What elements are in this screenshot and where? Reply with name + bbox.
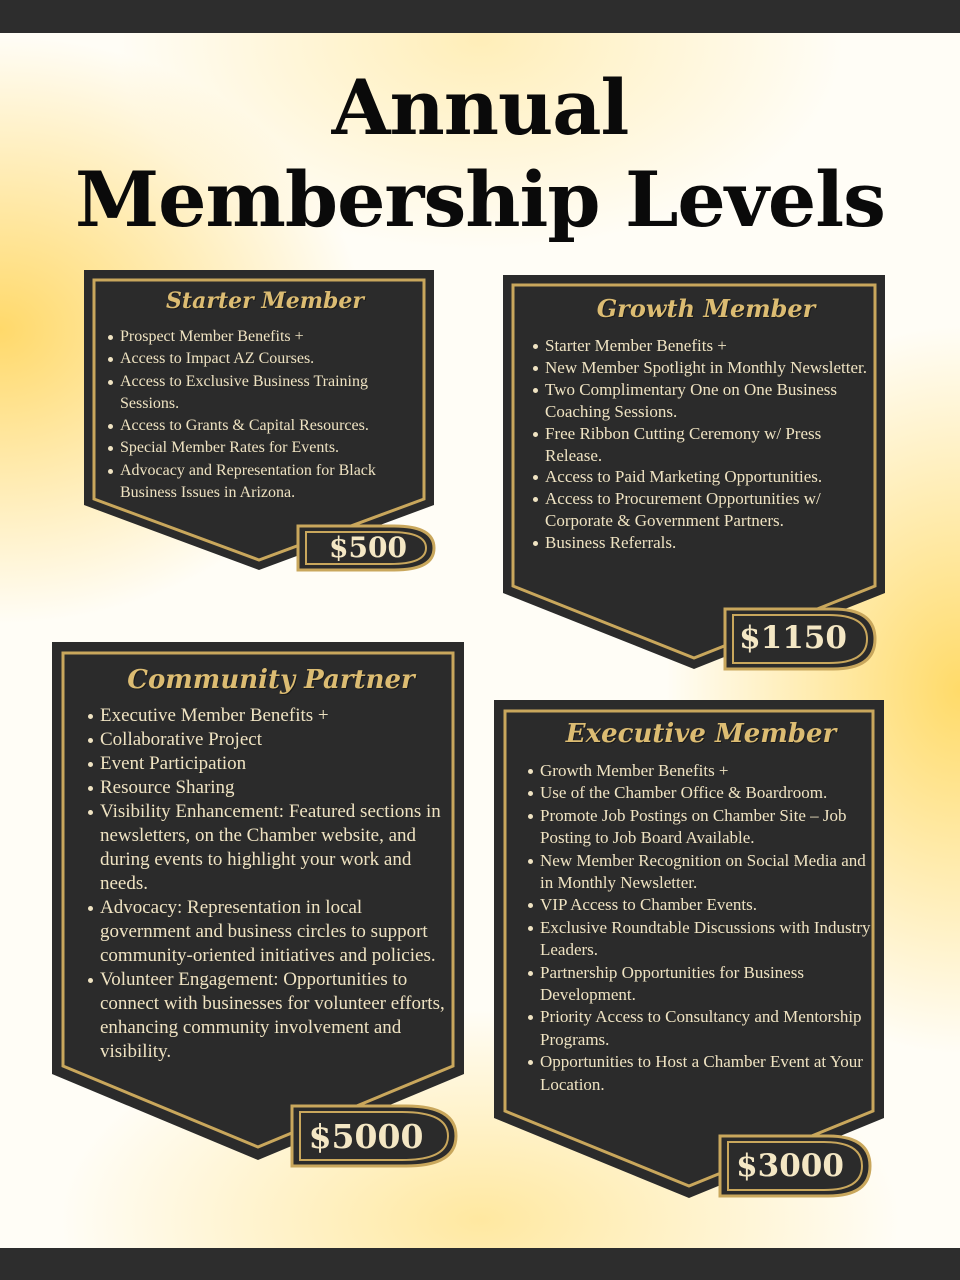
executive-price-tag: $3000 <box>736 1148 844 1184</box>
executive-benefits-list <box>526 760 876 1096</box>
community-price-tag: $5000 <box>308 1117 424 1156</box>
community-card-heading: Community Partner <box>127 665 415 695</box>
page-title-line-2: Membership Levels <box>75 155 885 244</box>
executive-card-heading: Executive Member <box>565 719 837 749</box>
benefit-item: New Member Spotlight in Monthly Newsletter. <box>531 357 881 379</box>
starter-benefits-list <box>106 326 424 504</box>
benefit-item: Exclusive Roundtable Discussions with Industry Leaders. <box>526 917 876 962</box>
benefit-item: Collaborative Project <box>86 728 456 752</box>
starter-member-card <box>84 270 434 582</box>
community-benefits-list <box>86 704 456 1064</box>
benefit-item: Access to Paid Marketing Opportunities. <box>531 466 881 488</box>
benefit-item: Growth Member Benefits + <box>526 760 876 782</box>
benefit-item: Event Participation <box>86 752 456 776</box>
benefit-item: Advocacy: Representation in local government and business circles to support community-oriented initiatives and policies. <box>86 896 456 968</box>
benefit-item: Free Ribbon Cutting Ceremony w/ Press Release. <box>531 423 881 467</box>
benefit-item: Priority Access to Consultancy and Mentorship Programs. <box>526 1006 876 1051</box>
benefit-item: Two Complimentary One on One Business Coaching Sessions. <box>531 379 881 423</box>
growth-card-heading: Growth Member <box>596 294 816 323</box>
benefit-item: Advocacy and Representation for Black Business Issues in Arizona. <box>106 460 424 505</box>
benefit-item: Access to Grants & Capital Resources. <box>106 415 424 437</box>
starter-card-content <box>106 286 424 504</box>
page-title-line-1: Annual <box>331 63 629 152</box>
executive-member-card <box>494 700 884 1200</box>
benefit-item: Access to Exclusive Business Training Sessions. <box>106 371 424 416</box>
benefit-item: Starter Member Benefits + <box>531 335 881 357</box>
benefit-item: New Member Recognition on Social Media and in Monthly Newsletter. <box>526 850 876 895</box>
starter-card-heading: Starter Member <box>166 288 364 314</box>
benefit-item: VIP Access to Chamber Events. <box>526 894 876 916</box>
community-card-content <box>86 662 456 1064</box>
benefit-item: Special Member Rates for Events. <box>106 437 424 459</box>
growth-benefits-list <box>531 335 881 554</box>
top-border-bar <box>0 0 960 33</box>
benefit-item: Use of the Chamber Office & Boardroom. <box>526 782 876 804</box>
bottom-border-bar <box>0 1248 960 1280</box>
benefit-item: Resource Sharing <box>86 776 456 800</box>
benefit-item: Volunteer Engagement: Opportunities to connect with businesses for volunteer efforts, enhancing community involvement and visibility. <box>86 968 456 1064</box>
page-title <box>0 62 960 246</box>
growth-price-tag: $1150 <box>739 620 847 656</box>
benefit-item: Visibility Enhancement: Featured sections in newsletters, on the Chamber website, and during events to highlight your work and needs. <box>86 800 456 896</box>
growth-card-content <box>531 293 881 554</box>
community-partner-card <box>52 642 464 1162</box>
benefit-item: Promote Job Postings on Chamber Site – Job Posting to Job Board Available. <box>526 805 876 850</box>
benefit-item: Access to Impact AZ Courses. <box>106 348 424 370</box>
benefit-item: Business Referrals. <box>531 532 881 554</box>
executive-card-content <box>526 716 876 1096</box>
benefit-item: Opportunities to Host a Chamber Event at Your Location. <box>526 1051 876 1096</box>
growth-member-card <box>503 275 885 671</box>
benefit-item: Partnership Opportunities for Business Development. <box>526 962 876 1007</box>
benefit-item: Access to Procurement Opportunities w/ Corporate & Government Partners. <box>531 488 881 532</box>
starter-price-tag: $500 <box>329 531 407 564</box>
benefit-item: Prospect Member Benefits + <box>106 326 424 348</box>
benefit-item: Executive Member Benefits + <box>86 704 456 728</box>
